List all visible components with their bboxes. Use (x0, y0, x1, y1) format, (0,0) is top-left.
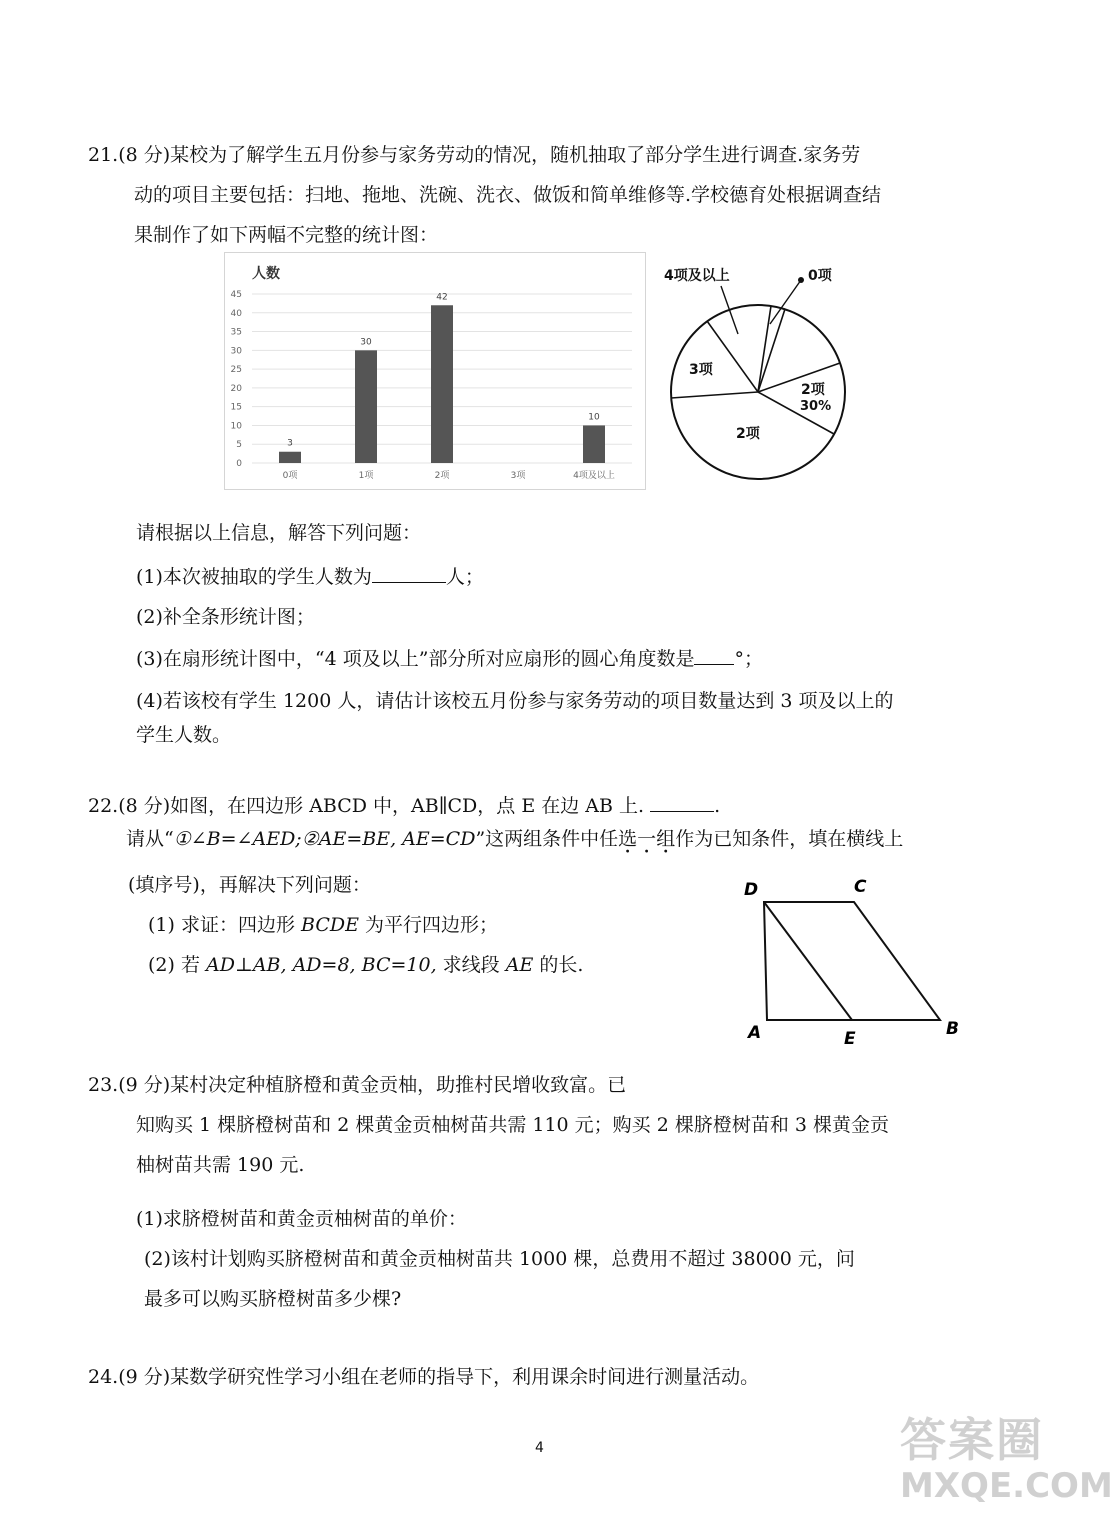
q23-line1: 23.(9 分)某村决定种植脐橙和黄金贡柚，助推村民增收致富。已 (88, 1074, 627, 1096)
q22-line2-mid: ”这两组条件中任 (475, 828, 619, 850)
q23-part2-line1: (2)该村计划购买脐橙树苗和黄金贡柚树苗共 1000 棵，总费用不超过 38000 元，问 (144, 1248, 855, 1270)
q22-emph-2: 一 (637, 828, 657, 850)
pie-label-4plus: 4项及以上 (664, 268, 730, 284)
q22-line1 (88, 793, 720, 819)
pie-label-0: 0项 (808, 268, 832, 284)
bar-y-tick: 30 (230, 346, 242, 357)
q21-part4-line2: 学生人数。 (136, 724, 232, 746)
bar-y-tick: 20 (230, 383, 242, 394)
label-e: E (844, 1029, 856, 1049)
q21-part1-unit: 人； (445, 566, 484, 588)
label-b: B (946, 1019, 959, 1039)
bar-x-tick: 4项及以上 (573, 471, 615, 481)
q22-blank[interactable] (650, 793, 714, 812)
bar-4 (583, 425, 605, 463)
segment-de (764, 902, 852, 1020)
q22-emph-1: 选 (618, 828, 638, 850)
label-c: C (854, 877, 867, 897)
q22-part1-quad: BCDE (301, 914, 359, 936)
q21-part1-blank[interactable] (372, 564, 446, 583)
watermark-logo: 答案圈 (900, 1413, 1044, 1467)
pie-leader-0-dot (798, 277, 804, 283)
bar-x-tick: 2项 (434, 471, 450, 481)
label-d: D (744, 880, 759, 900)
q21-intro: 请根据以上信息，解答下列问题： (136, 522, 422, 544)
pie-label-30-percent: 30% (800, 399, 832, 414)
q21-part3-blank[interactable] (694, 646, 734, 665)
bar-y-tick: 5 (236, 440, 242, 451)
q22-line2 (126, 826, 903, 852)
q22-part2-given: AD⊥AB, AD=8, BC=10, (206, 954, 437, 976)
q23-line2: 知购买 1 棵脐橙树苗和 2 棵黄金贡柚树苗共需 110 元；购买 2 棵脐橙树苗和 3 棵黄金贡 (136, 1114, 890, 1136)
bar-y-tick: 35 (230, 327, 242, 338)
q22-conditions: ①∠B=∠AED;②AE=BE, AE=CD (173, 828, 476, 850)
q21-line2: 动的项目主要包括：扫地、拖地、洗碗、洗衣、做饭和简单维修等.学校德育处根据调查结 (134, 184, 882, 206)
q21-line1: 21.(8 分)某校为了解学生五月份参与家务劳动的情况，随机抽取了部分学生进行调查.家务劳 (88, 144, 861, 166)
q22-part2-b: 求线段 (436, 954, 506, 976)
q22-part2-c: 的长. (533, 954, 584, 976)
bar-data-label: 30 (360, 337, 372, 348)
q22-line3: (填序号)，再解决下列问题： (128, 874, 371, 896)
page-number: 4 (535, 1440, 544, 1456)
bar-x-tick: 3项 (510, 471, 526, 481)
bar-data-label: 3 (287, 438, 293, 449)
q21-part2: (2)补全条形统计图； (136, 606, 315, 628)
bar-chart-title: 人数 (252, 266, 280, 282)
q23-line3: 柚树苗共需 190 元. (136, 1154, 305, 1176)
pie-label-2-lower: 2项 (736, 426, 760, 442)
bar-2 (431, 305, 453, 463)
bar-1 (355, 350, 377, 463)
q21-part1 (136, 564, 484, 590)
q22-line2-end: 作为已知条件，填在横线上 (675, 828, 904, 850)
bar-y-tick: 25 (230, 365, 242, 376)
q23-part2-line2: 最多可以购买脐橙树苗多少棵? (144, 1288, 402, 1310)
q22-part1 (148, 912, 498, 938)
q22-line1-text: 22.(8 分)如图，在四边形 ABCD 中，AB∥CD，点 E 在边 AB 上. (88, 795, 645, 817)
quadrilateral-figure (736, 872, 972, 1048)
q24-line1: 24.(9 分)某数学研究性学习小组在老师的指导下，利用课余时间进行测量活动。 (88, 1366, 760, 1388)
q22-part1-a: (1) 求证：四边形 (148, 914, 301, 936)
bar-data-label: 42 (436, 292, 448, 303)
q22-part2-ae: AE (505, 954, 534, 976)
q22-line2-open: 请从“ (126, 828, 174, 850)
q21-part4-line1: (4)若该校有学生 1200 人，请估计该校五月份参与家务劳动的项目数量达到 3 项及以上的 (136, 690, 894, 712)
bar-y-tick: 15 (230, 402, 242, 413)
bar-y-tick: 0 (236, 459, 242, 469)
quadrilateral-abcd (764, 902, 940, 1020)
bar-y-tick: 10 (230, 421, 242, 432)
q22-part2 (148, 952, 583, 978)
bar-x-tick: 0项 (282, 471, 298, 481)
q22-emph-3: 组 (656, 828, 676, 850)
q22-part1-b: 为平行四边形； (358, 914, 499, 936)
q21-line3: 果制作了如下两幅不完整的统计图： (134, 224, 439, 246)
bar-y-tick: 40 (230, 308, 242, 319)
bar-chart (224, 252, 646, 492)
q21-part1-text: (1)本次被抽取的学生人数为 (136, 566, 372, 588)
q21-part3-text: (3)在扇形统计图中，“4 项及以上”部分所对应扇形的圆心角度数是 (136, 648, 695, 670)
q21-part3 (136, 646, 763, 672)
watermark-site: MXQE.COM (900, 1466, 1113, 1506)
q21-part3-unit: °； (734, 648, 763, 670)
bar-data-label: 10 (588, 412, 600, 423)
q22-part2-a: (2) 若 (148, 954, 206, 976)
pie-label-2-upper: 2项 (801, 382, 825, 398)
pie-label-3: 3项 (689, 362, 713, 378)
q23-part1: (1)求脐橙树苗和黄金贡柚树苗的单价： (136, 1208, 467, 1230)
pie-chart (656, 256, 866, 481)
bar-y-tick: 45 (230, 290, 242, 300)
label-a: A (748, 1023, 762, 1043)
bar-x-tick: 1项 (358, 471, 374, 481)
bar-0 (279, 452, 301, 463)
q22-line1-end: . (714, 795, 721, 817)
